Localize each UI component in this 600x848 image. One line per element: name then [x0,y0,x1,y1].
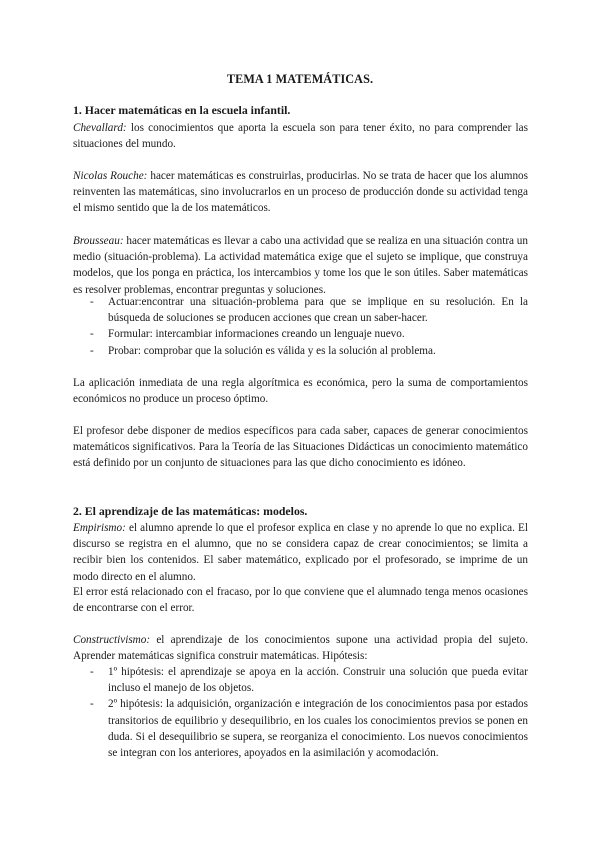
paragraph-teacher-means: El profesor debe disponer de medios específicos para cada saber, capaces de generar conocimientos matemáticos significativos. Para la Teoría de las Situaciones Didácticas un conocimiento matemático está definido por un conjunto de situaciones para las que dicho conocimiento es idóneo. [73,425,528,470]
list-item: - 2º hipótesis: la adquisición, organización e integración de los conocimientos pasa por estados transitorios de equilibrio y desequilibrio, en los cuales los conocimientos previos se ponen en duda. Si el desequilibrio se supera, se reorganiza el conocimiento. Los nuevos conocimientos se integran con los anteriores, apoyados en la asimilación y acomodación. [73,696,528,761]
paragraph-error: El error está relacionado con el fracaso, por lo que conviene que el alumnado tenga menos ocasiones de encontrarse con el error. [73,586,528,615]
section-1-heading: 1. Hacer matemáticas en la escuela infantil. [73,103,291,117]
paragraph-rouche [73,168,528,217]
term-name: Constructivismo: [73,634,151,646]
author-name: Chevallard: [73,122,127,134]
term-name: Empirismo: [73,522,126,534]
section-2-heading: 2. El aprendizaje de las matemáticas: modelos. [73,504,308,518]
paragraph-constructivismo [73,632,528,664]
author-name: Brousseau: [73,235,124,247]
brousseau-list [73,294,528,359]
paragraph-text: el aprendizaje de los conocimientos supone una actividad propia del sujeto. Aprender matemáticas significa construir matemáticas. Hipótesis: [73,634,528,663]
paragraph-empirismo [73,520,528,585]
paragraph-text: hacer matemáticas es construirlas, producirlas. No se trata de hacer que los alumnos reinventen las matemáticas, sino involucrarlos en un proceso de producción donde su actividad tenga el mismo sentido que la de los matemáticos. [73,170,528,215]
list-item: - Probar: comprobar que la solución es válida y es la solución al problema. [73,343,528,359]
page-title: TEMA 1 MATEMÁTICAS. [226,72,374,86]
list-item: - Formular: intercambiar informaciones creando un lenguaje nuevo. [73,326,528,342]
list-item: - Actuar:encontrar una situación-problema para que se implique en su resolución. En la búsqueda de soluciones se producen acciones que crean un saber-hacer. [73,294,528,326]
paragraph-text: hacer matemáticas es llevar a cabo una actividad que se realiza en una situación contra un medio (situación-problema). La actividad matemática exige que el sujeto se implique, que construya modelos, que los ponga en práctica, los intercambios y tome los que le son útiles. Saber matemáticas es resolver problemas, encontrar preguntas y soluciones. [73,235,528,296]
hypotheses-list [73,664,528,761]
author-name: Nicolas Rouche: [73,170,148,182]
paragraph-brousseau [73,233,528,298]
paragraph-text: los conocimientos que aporta la escuela son para tener éxito, no para comprender las situaciones del mundo. [73,122,528,151]
list-item: - 1º hipótesis: el aprendizaje se apoya en la acción. Construir una solución que pueda evitar incluso el manejo de los objetos. [73,664,528,696]
paragraph-algorithmic-rule: La aplicación inmediata de una regla algorítmica es económica, pero la suma de comportamientos económicos no produce un proceso óptimo. [73,377,528,406]
paragraph-text: el alumno aprende lo que el profesor explica en clase y no aprende lo que no explica. El discurso se registra en el alumno, que no se considera capaz de crear conocimientos; se limita a recibir bien los contenidos. El saber matemático, explicado por el profesorado, se imprime de un modo directo en el alumno. [73,522,528,583]
paragraph-chevallard [73,120,528,152]
